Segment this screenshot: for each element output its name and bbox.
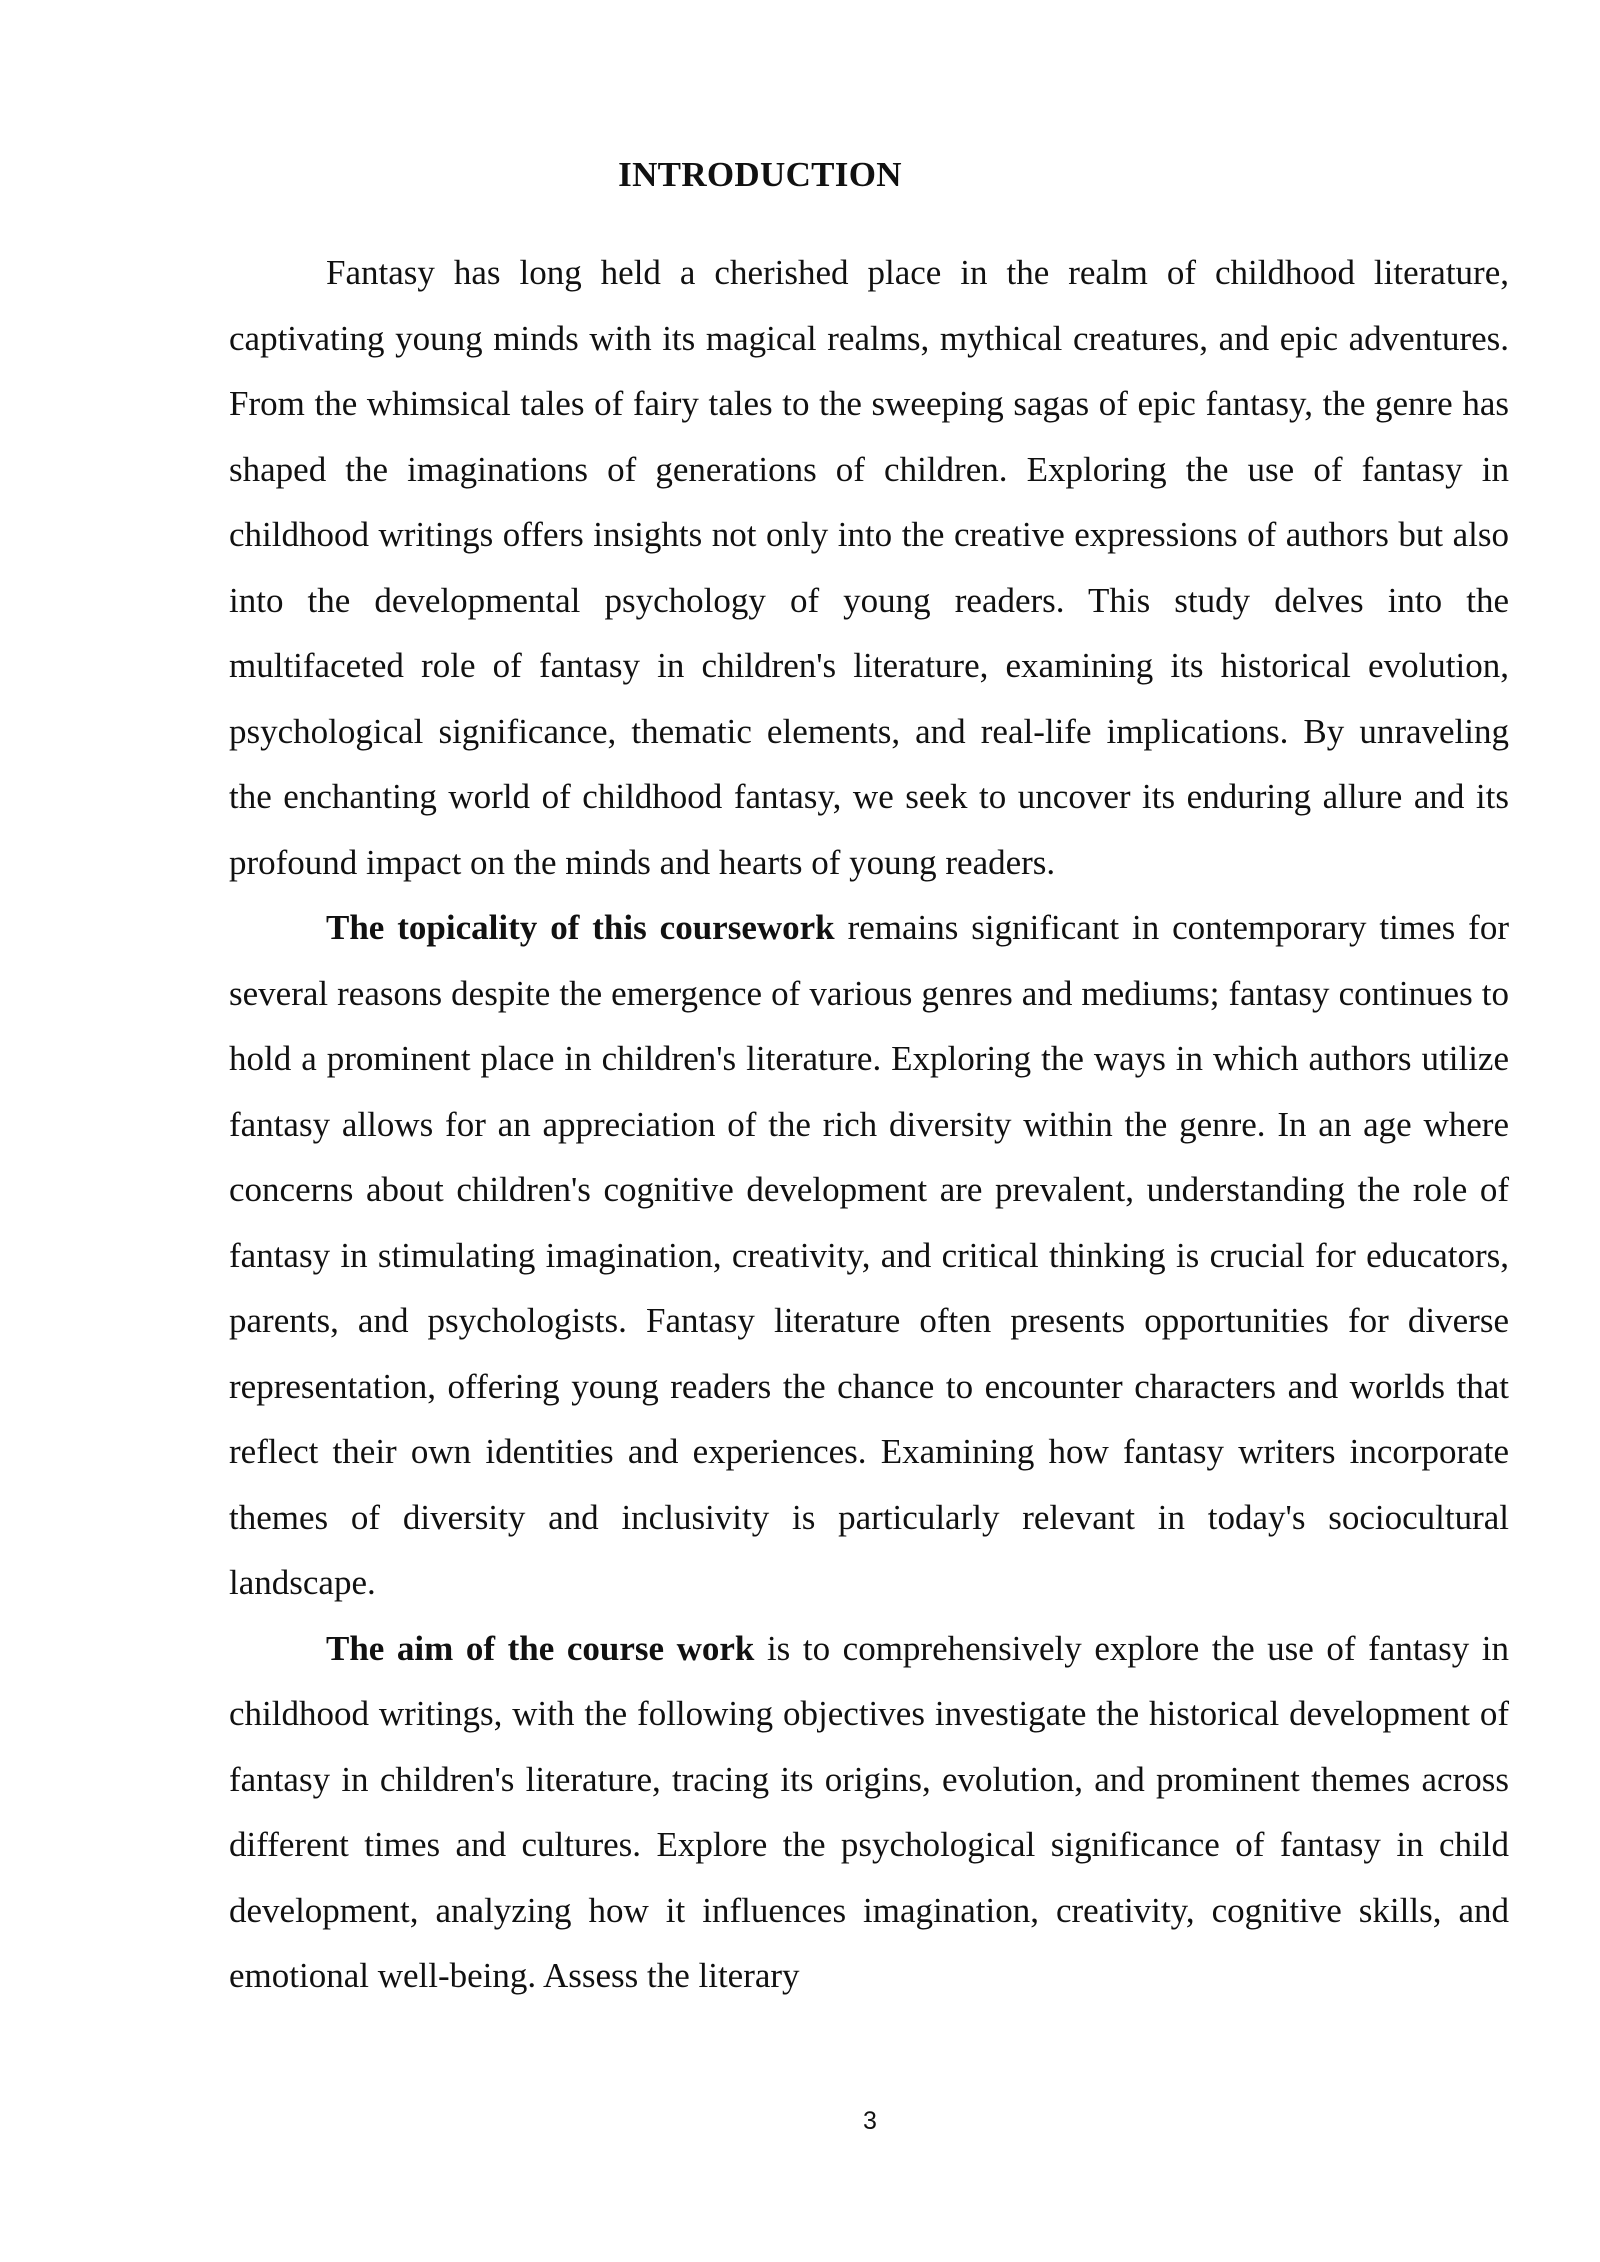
paragraph-topicality-lead: The topicality of this coursework (326, 908, 835, 947)
paragraph-topicality (229, 895, 1509, 1616)
page-number: 3 (863, 2107, 877, 2135)
paragraph-intro (229, 240, 1509, 895)
paragraph-aim-lead: The aim of the course work (326, 1628, 755, 1668)
paragraph-intro-text: Fantasy has long held a cherished place in the realm of childhood literature, captivating young minds with its magical realms, mythical creatures, and epic adventures. From the whimsical tales of fairy tales to the sweeping sagas of epic fantasy, the genre has shaped the imaginations of generations of children. Exploring the use of fantasy in childhood writings offers insights not only into the creative expressions of authors but also into the developmental psychology of young readers. This study delves into the multifaceted role of fantasy in children's literature, examining its historical evolution, psychological significance, thematic elements, and real-life implications. By unraveling the enchanting world of childhood fantasy, we seek to uncover its enduring allure and its profound impact on the minds and hearts of young readers. (229, 253, 1509, 882)
paragraph-aim-text: is to comprehensively explore the use of fantasy in childhood writings, with the following objectives investigate the historical development of fantasy in children's literature, tracing its origins, evolution, and prominent themes across different times and cultures. Explore the psychological significance of fantasy in child development, analyzing how it influences imagination, creativity, cognitive skills, and emotional well-being. Assess the literary (229, 1628, 1509, 1995)
paragraph-aim (229, 1616, 1509, 2009)
body-text (229, 240, 1509, 2009)
section-heading: INTRODUCTION (618, 155, 902, 194)
paragraph-topicality-text: remains significant in contemporary times for several reasons despite the emergence of various genres and mediums; fantasy continues to hold a prominent place in children's literature. Exploring the ways in which authors utilize fantasy allows for an appreciation of the rich diversity within the genre. In an age where concerns about children's cognitive development are prevalent, understanding the role of fantasy in stimulating imagination, creativity, and critical thinking is crucial for educators, parents, and psychologists. Fantasy literature often presents opportunities for diverse representation, offering young readers the chance to encounter characters and worlds that reflect their own identities and experiences. Examining how fantasy writers incorporate themes of diversity and inclusivity is particularly relevant in today's sociocultural landscape. (229, 908, 1509, 1602)
